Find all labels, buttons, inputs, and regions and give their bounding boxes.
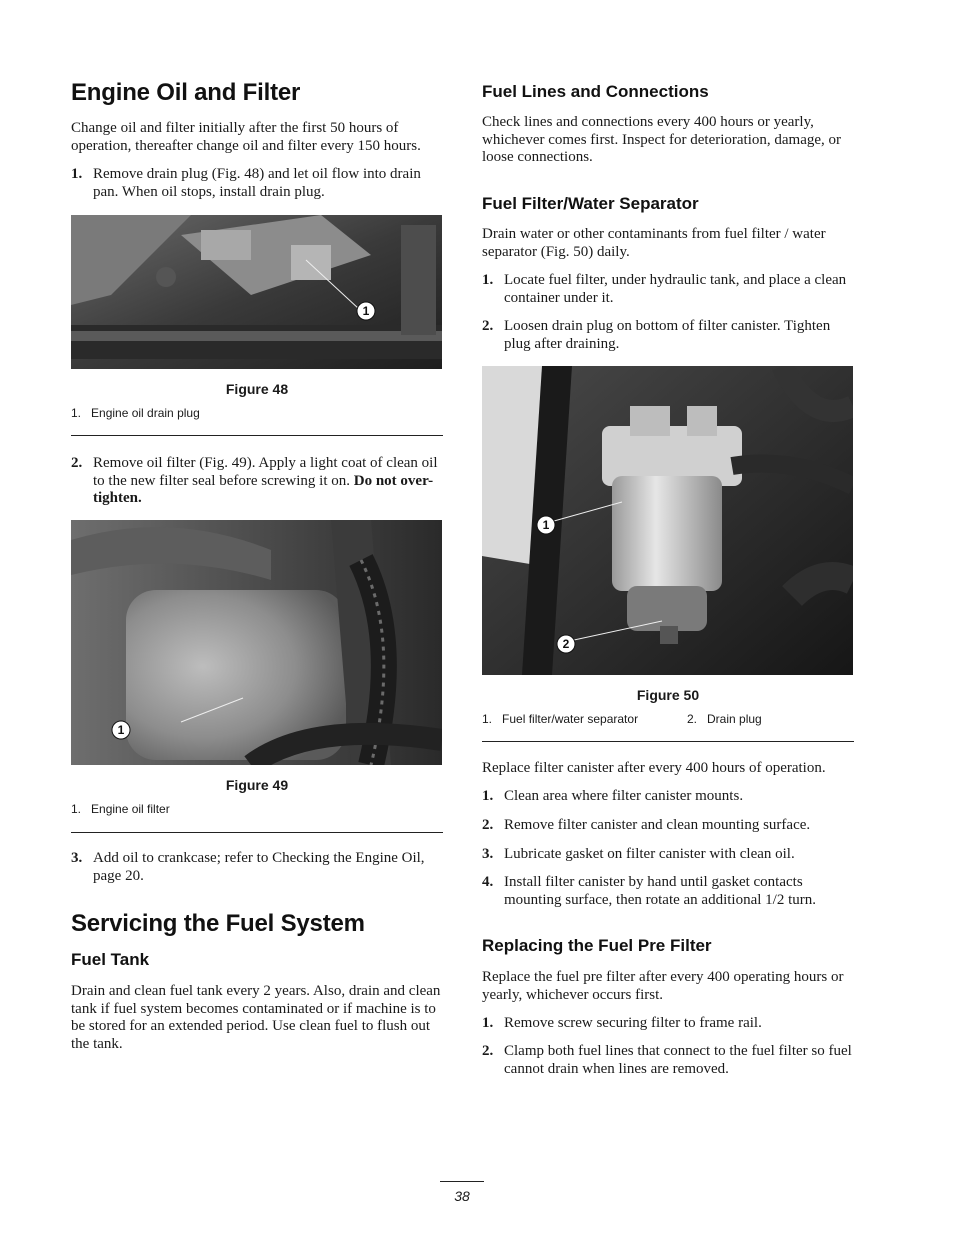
fuel-tank-text: Drain and clean fuel tank every 2 years. Also, drain and clean tank if fuel system becomes contaminated or if machine is to be stored for an extended period. Use clean fuel to flush out the tank. (71, 983, 441, 1052)
replace-step-4 (482, 874, 854, 909)
divider (71, 832, 443, 833)
step-text: Add oil to crankcase; refer to Checking the Engine Oil, page 20. (93, 850, 425, 884)
svg-text:2: 2 (562, 637, 570, 651)
warning-text: Do not over-tighten. (93, 472, 434, 506)
replace-step-1 (482, 788, 854, 806)
divider (71, 435, 443, 436)
step-number: 2. (482, 1043, 494, 1059)
svg-text:1: 1 (362, 304, 370, 318)
step-number: 1. (482, 1015, 494, 1031)
step-text: Remove oil filter (Fig. 49). Apply a light coat of clean oil to the new filter seal before screwing it on. Do not over-tighten. (93, 455, 438, 506)
pre-filter-step-1 (482, 1015, 854, 1033)
figure-49-caption: Figure 49 (225, 777, 289, 793)
step-number: 2. (482, 817, 494, 833)
callout-1 (537, 516, 555, 534)
pre-filter-text: Replace the fuel pre filter after every 400 operating hours or yearly, whichever occurs first. (482, 969, 844, 1003)
figure-49-photo (71, 520, 442, 765)
figure-50-photo (482, 366, 853, 675)
figure-50-caption: Figure 50 (636, 687, 700, 703)
engine-oil-step-3 (71, 850, 443, 885)
step-text: Remove filter canister and clean mounting surface. (504, 817, 811, 833)
legend-item: 2. Drain plug (687, 712, 762, 726)
replace-step-2 (482, 817, 854, 835)
step-number: 2. (71, 455, 83, 471)
pre-filter-heading: Replacing the Fuel Pre Filter (482, 936, 712, 955)
step-number: 1. (482, 272, 494, 288)
step-text: Clamp both fuel lines that connect to the fuel filter so fuel cannot drain when lines are removed. (504, 1043, 852, 1077)
legend-item: 1. Engine oil filter (71, 802, 170, 816)
pre-filter-step-2 (482, 1043, 854, 1078)
svg-text:1: 1 (542, 518, 550, 532)
step-text: Install filter canister by hand until gasket contacts mounting surface, then rotate an additional 1/2 turn. (504, 874, 816, 908)
step-text: Remove screw securing filter to frame rail. (504, 1015, 762, 1031)
fuel-lines-heading: Fuel Lines and Connections (482, 82, 709, 101)
fuel-tank-heading: Fuel Tank (71, 950, 150, 969)
step-number: 4. (482, 874, 494, 890)
step-number: 3. (71, 850, 83, 866)
callout-1 (112, 721, 130, 739)
fuel-lines-text: Check lines and connections every 400 hours or yearly, whichever comes first. Inspect for deterioration, damage, or loose connections. (482, 114, 842, 165)
step-number: 2. (482, 318, 494, 334)
divider (482, 741, 854, 742)
figure-50-legend (482, 712, 854, 726)
figure-48-caption: Figure 48 (225, 381, 289, 397)
engine-oil-heading: Engine Oil and Filter (71, 79, 301, 106)
fuel-filter-heading: Fuel Filter/Water Separator (482, 194, 699, 213)
step-number: 1. (482, 788, 494, 804)
step-number: 1. (71, 166, 83, 182)
figure-49-legend (71, 802, 443, 816)
step-text: Locate fuel filter, under hydraulic tank, and place a clean container under it. (504, 272, 847, 306)
page-number-rule (440, 1181, 484, 1182)
step-text: Remove drain plug (Fig. 48) and let oil flow into drain pan. When oil stops, install drain plug. (93, 166, 421, 200)
callout-2 (557, 635, 575, 653)
callout-1 (357, 302, 375, 320)
svg-text:1: 1 (117, 723, 125, 737)
step-text: Loosen drain plug on bottom of filter canister. Tighten plug after draining. (504, 318, 831, 352)
fuel-filter-text: Drain water or other contaminants from fuel filter / water separator (Fig. 50) daily. (482, 226, 826, 260)
engine-oil-intro: Change oil and filter initially after the first 50 hours of operation, thereafter change oil and filter every 150 hours. (71, 120, 421, 154)
figure-48-legend (71, 406, 443, 420)
step-text: Lubricate gasket on filter canister with clean oil. (504, 846, 795, 862)
separator-step-2 (482, 318, 854, 353)
fuel-system-heading: Servicing the Fuel System (71, 910, 365, 937)
replace-step-3 (482, 846, 854, 864)
page-number: 38 (454, 1188, 470, 1204)
step-number: 3. (482, 846, 494, 862)
engine-oil-step-2 (71, 455, 443, 508)
separator-step-1 (482, 272, 854, 307)
legend-item: 1. Fuel filter/water separator (482, 712, 639, 726)
legend-item: 1. Engine oil drain plug (71, 406, 200, 420)
step-text: Clean area where filter canister mounts. (504, 788, 744, 804)
replace-canister-text: Replace filter canister after every 400 hours of operation. (482, 760, 826, 776)
figure-48-photo (71, 215, 442, 369)
engine-oil-step-1 (71, 166, 443, 201)
